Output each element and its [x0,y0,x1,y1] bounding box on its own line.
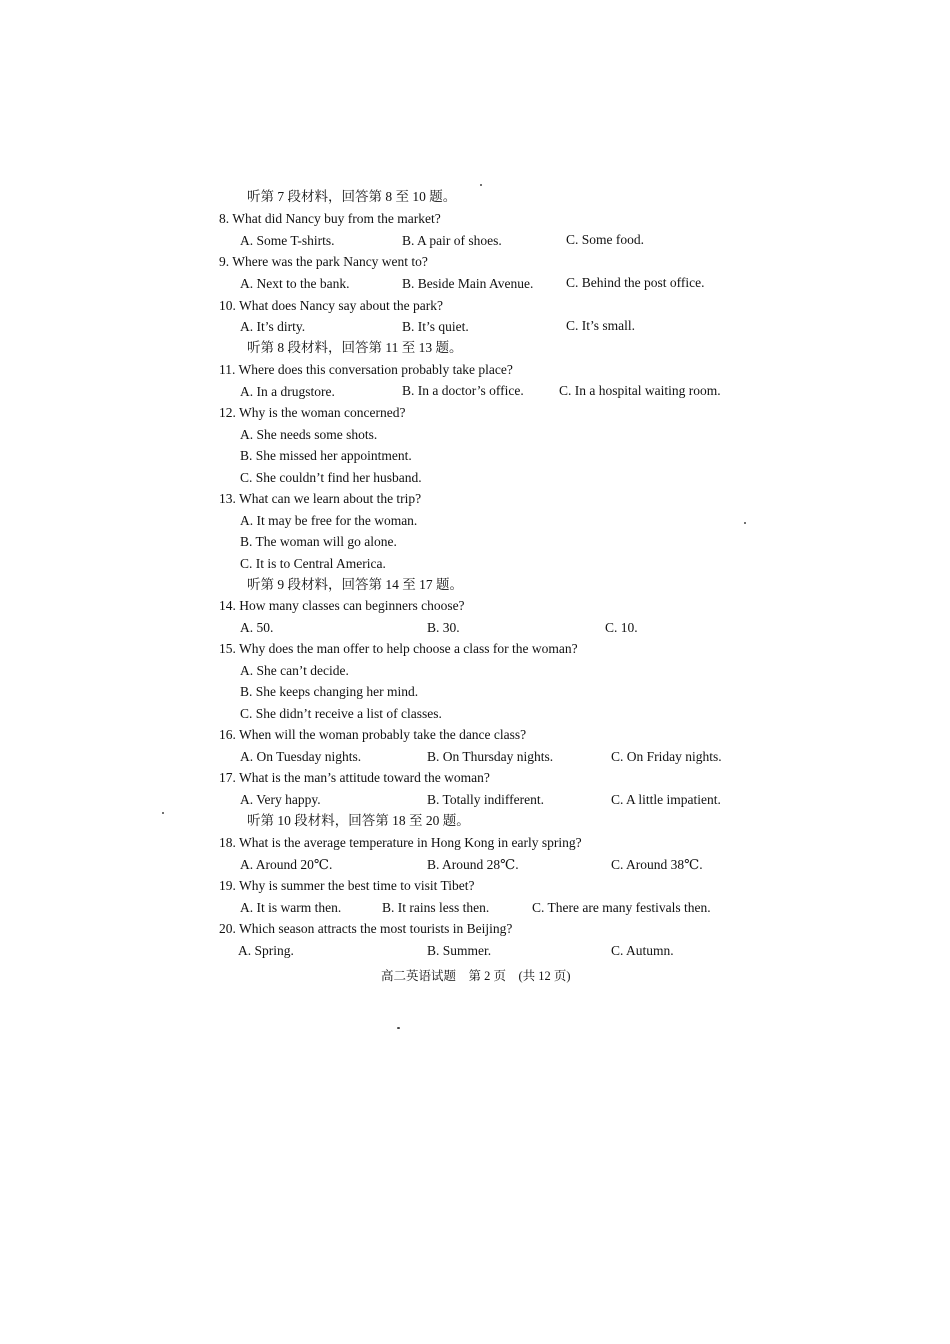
question-stem: 20. Which season attracts the most tourists in Beijing? [219,921,513,936]
question-stem: 10. What does Nancy say about the park? [219,298,443,313]
option-a: A. She needs some shots. [240,427,378,442]
scan-speck [397,1027,400,1029]
option-a: A. She can’t decide. [240,663,349,678]
option-b: B. It rains less then. [382,900,490,915]
option-b: B. Totally indifferent. [427,792,545,807]
option-b: B. She keeps changing her mind. [240,684,419,699]
option-b: B. The woman will go alone. [240,534,397,549]
option-c: C. She didn’t receive a list of classes. [240,706,442,721]
option-c: C. Some food. [566,232,645,247]
option-c: C. Autumn. [611,943,674,958]
question-stem: 14. How many classes can beginners choose? [219,598,465,613]
option-c: C. Behind the post office. [566,275,705,290]
question-stem: 18. What is the average temperature in Hong Kong in early spring? [219,835,582,850]
section-heading: 听第 7 段材料，回答第 8 至 10 题。 [247,189,457,204]
option-a: A. 50. [240,620,274,635]
option-c: C. In a hospital waiting room. [559,383,721,398]
scan-speck [162,812,164,814]
question-stem: 12. Why is the woman concerned? [219,405,406,420]
option-c: C. She couldn’t find her husband. [240,470,422,485]
option-a: A. It’s dirty. [240,319,306,334]
option-b: B. In a doctor’s office. [402,383,524,398]
option-b: B. Summer. [427,943,492,958]
option-a: A. Spring. [238,943,294,958]
option-a: A. Some T-shirts. [240,233,335,248]
section-heading: 听第 9 段材料，回答第 14 至 17 题。 [247,577,463,592]
option-c: C. A little impatient. [611,792,721,807]
question-stem: 9. Where was the park Nancy went to? [219,254,428,269]
option-c: C. There are many festivals then. [532,900,711,915]
option-a: A. Very happy. [240,792,321,807]
option-b: B. 30. [427,620,460,635]
option-a: A. Next to the bank. [240,276,350,291]
page-footer: 高二英语试题 第 2 页 (共 12 页) [381,969,571,983]
option-b: B. A pair of shoes. [402,233,502,248]
option-a: A. It may be free for the woman. [240,513,418,528]
question-stem: 15. Why does the man offer to help choose a class for the woman? [219,641,578,656]
option-b: B. Around 28℃. [427,857,519,872]
option-b: B. On Thursday nights. [427,749,554,764]
question-stem: 16. When will the woman probably take the dance class? [219,727,527,742]
section-heading: 听第 10 段材料，回答第 18 至 20 题。 [247,813,470,828]
option-b: B. Beside Main Avenue. [402,276,534,291]
option-a: A. In a drugstore. [240,384,335,399]
question-stem: 19. Why is summer the best time to visit Tibet? [219,878,475,893]
option-c: C. It’s small. [566,318,636,333]
question-stem: 11. Where does this conversation probably take place? [219,362,513,377]
option-b: B. She missed her appointment. [240,448,412,463]
scan-speck [744,522,746,524]
scan-speck [480,184,482,186]
section-heading: 听第 8 段材料，回答第 11 至 13 题。 [247,340,463,355]
option-c: C. It is to Central America. [240,556,386,571]
option-c: C. 10. [605,620,638,635]
option-c: C. Around 38℃. [611,857,703,872]
option-a: A. Around 20℃. [240,857,333,872]
question-stem: 8. What did Nancy buy from the market? [219,211,441,226]
question-stem: 13. What can we learn about the trip? [219,491,422,506]
option-c: C. On Friday nights. [611,749,722,764]
option-b: B. It’s quiet. [402,319,469,334]
question-stem: 17. What is the man’s attitude toward the woman? [219,770,490,785]
option-a: A. It is warm then. [240,900,342,915]
option-a: A. On Tuesday nights. [240,749,362,764]
